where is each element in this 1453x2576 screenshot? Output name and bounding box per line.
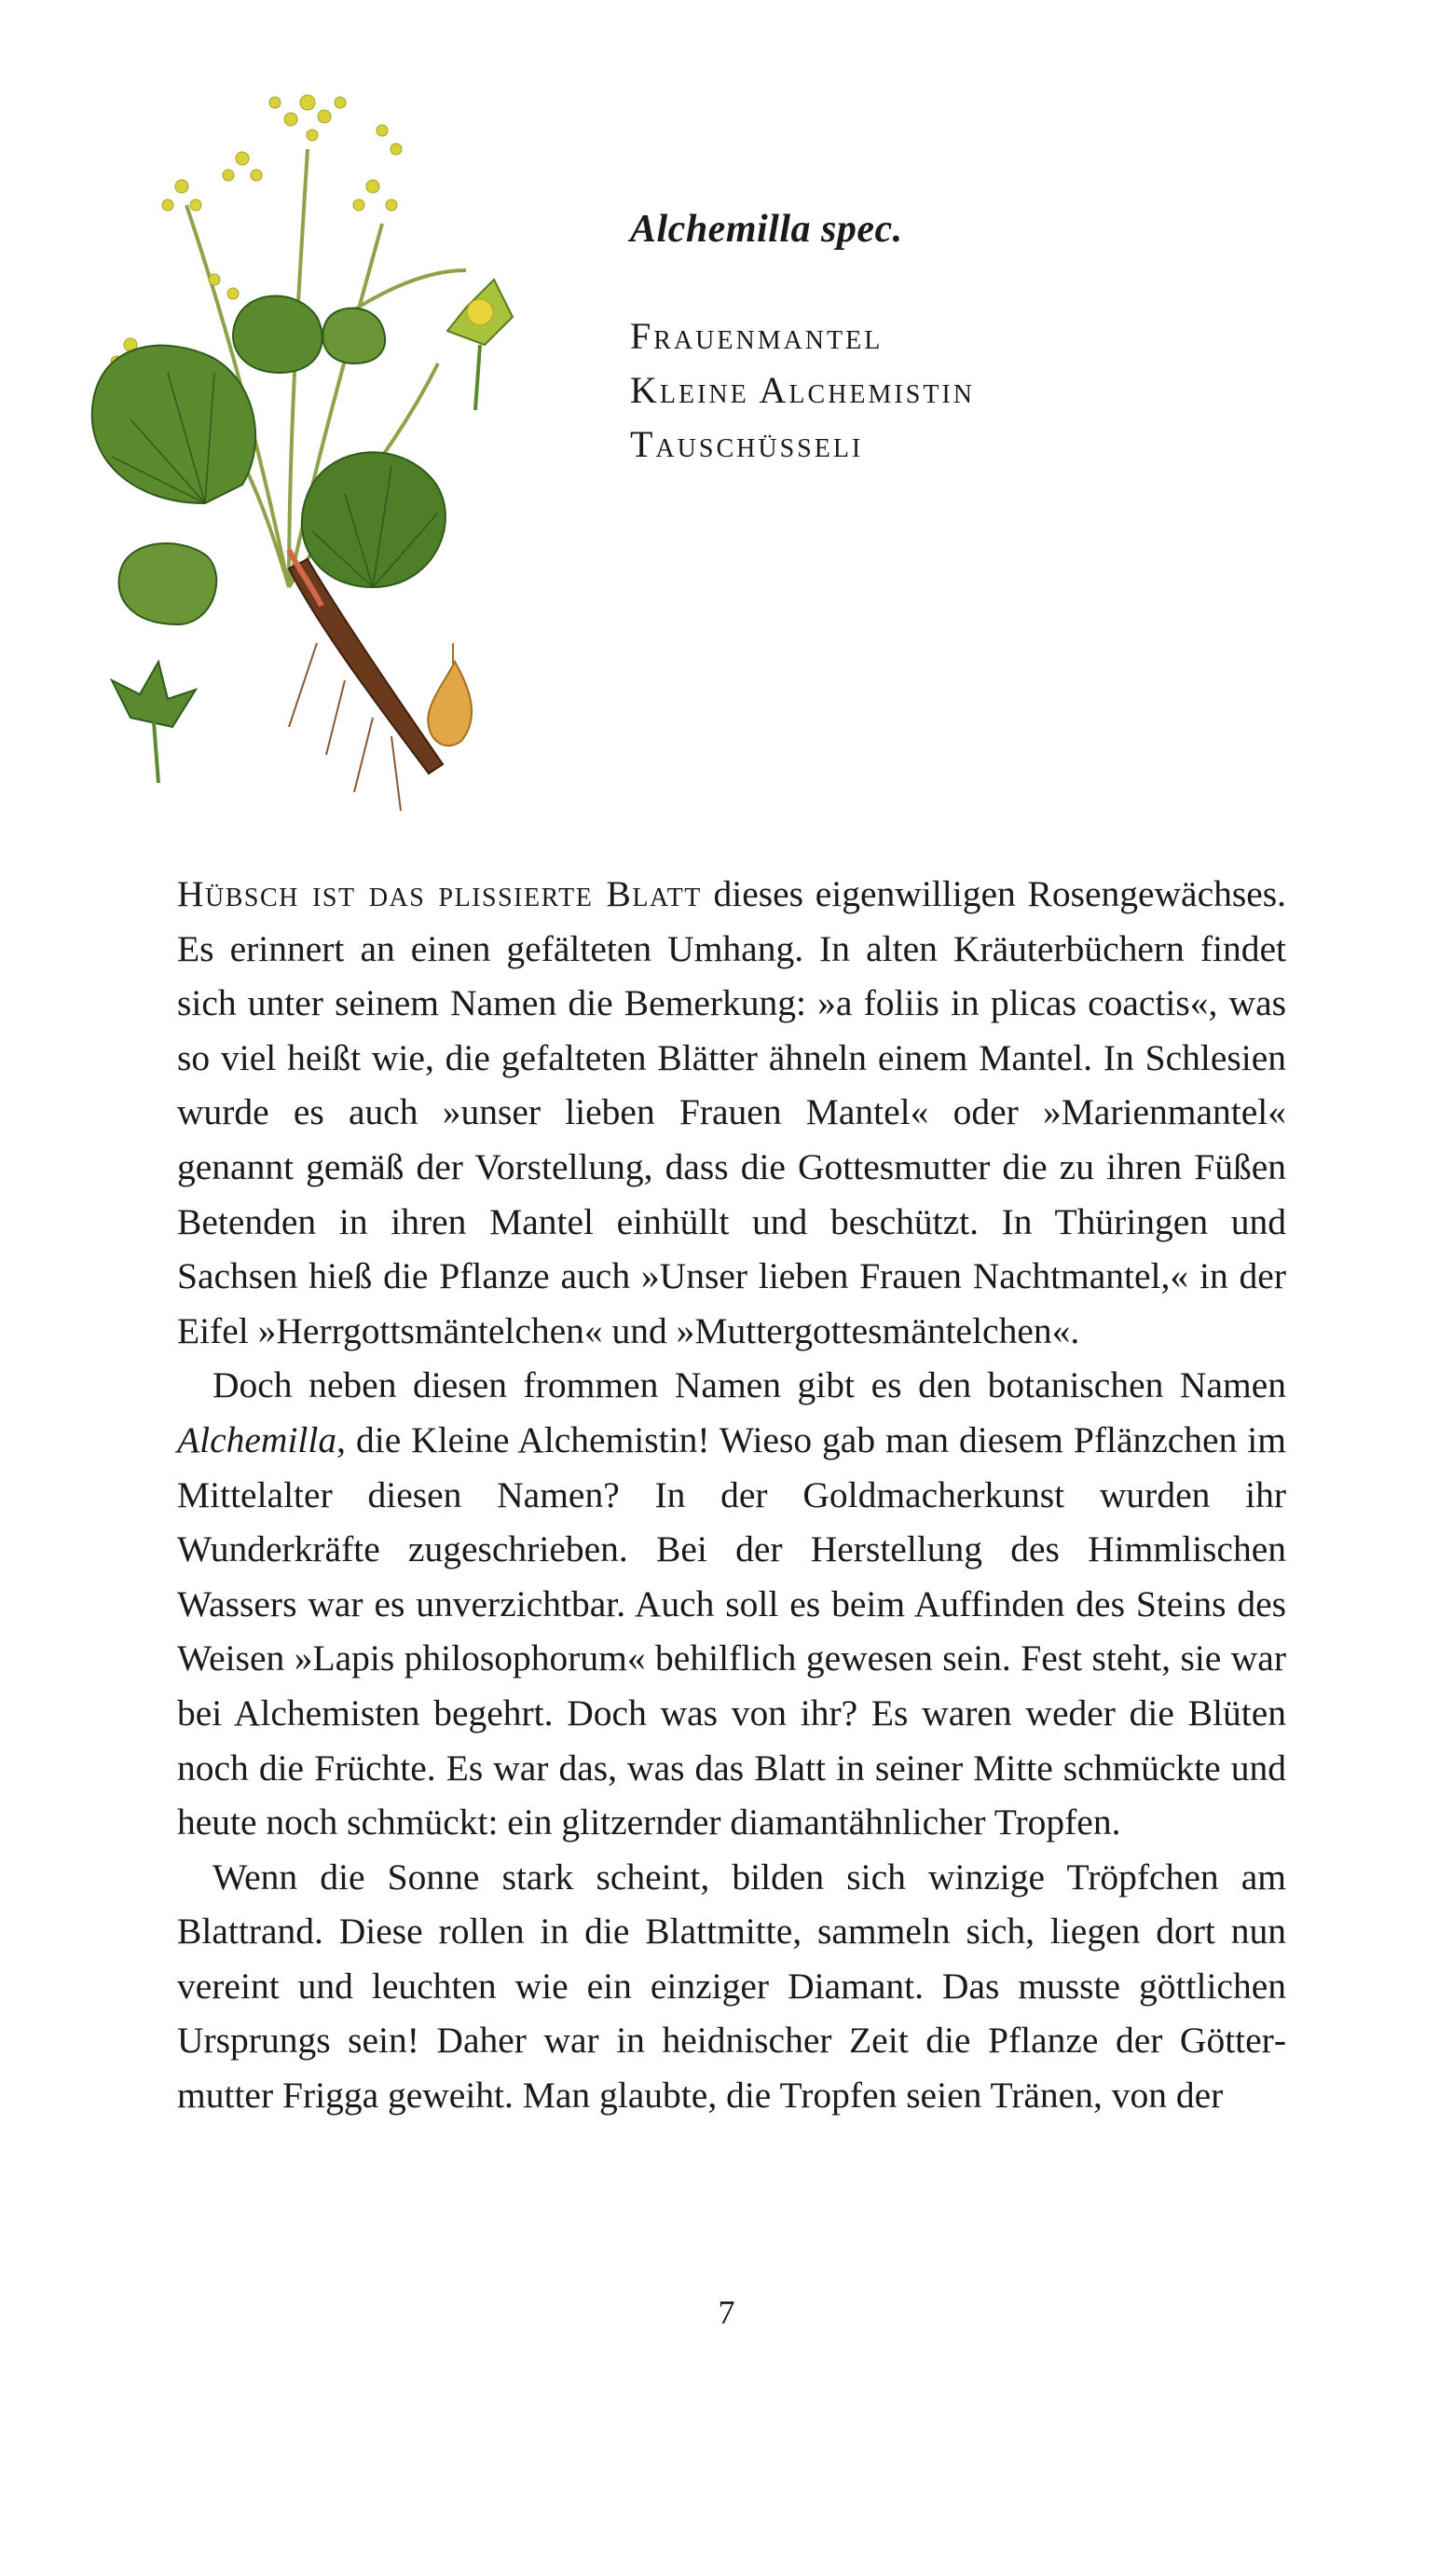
latin-name: Alchemilla spec. xyxy=(630,208,903,251)
seedling-detail xyxy=(112,662,196,783)
paragraph-3: Wenn die Sonne stark scheint, bilden sich winzige Tröpfchen am Blattrand. Diese rollen in die Blattmitte, sammeln sich, liegen dort nun vereint und leuchten wie ein einziger Diamant. Das musste göttlichen Ursprungs sein! Daher war in heidnischer Zeit die Pflanze der Göttermutter Frigga geweiht. Man glaubte, die Tropfen seien Tränen, von der xyxy=(177,1856,1286,2117)
leaves xyxy=(92,296,445,625)
paragraph-text: Doch neben diesen frommen Namen gibt es den botanischen Namen xyxy=(212,1364,1286,1406)
paragraph-text: dieses eigenwilligen Rosengewächses. Es erinnert an einen gefälteten Umhang. In alten Kräuterbüchern findet sich unter seinem Namen die Bemerkung: »a foliis in plicas coactis«, was so viel heißt wie, die gefalteten Blätter ähneln einem Mantel. In Schlesien wurde es auch »unser lieben Frauen Mantel« oder »Marienmantel« genannt gemäß der Vorstellung, dass die Gottesmutter die zu ihren Füßen Betenden in ihren Mantel einhüllt und beschützt. In Thüringen und Sachsen hieß die Pflanze auch »Unser lieben Frauen Nachtmantel,« in der Eifel »Herrgottsmäntelchen« und »Muttergottesmäntelchen«. xyxy=(177,873,1286,1351)
species-heading xyxy=(630,207,975,472)
root xyxy=(289,550,443,811)
common-name: Tauschüsseli xyxy=(630,423,864,465)
page-number: 7 xyxy=(718,2294,735,2331)
common-name: Frauenmantel xyxy=(630,315,884,357)
italic-term: Alchemilla xyxy=(177,1418,337,1460)
body-text xyxy=(177,867,1286,2123)
small-caps-lead: Hübsch ist das plissierte Blatt xyxy=(177,873,702,914)
paragraph-1 xyxy=(177,867,1286,1358)
paragraph-2 xyxy=(177,1358,1286,1849)
common-name: Kleine Alchemistin xyxy=(630,369,975,411)
flower-detail xyxy=(447,280,513,410)
alchemilla-illustration xyxy=(75,65,522,829)
common-names-list xyxy=(630,309,975,472)
paragraph-text: , die Kleine Alchemistin! Wieso gab man diesem Pflänzchen im Mittelalter diesen Namen? In der Goldmacherkunst wurden ihr Wunderkräfte zugeschrieben. Bei der Herstellung des Himmlischen Wassers war es unverzichtbar. Auch soll es beim Auffinden des Steins des Weisen »Lapis philosophorum« behilflich gewesen sein. Fest steht, sie war bei Alchemisten begehrt. Doch was von ihr? Es waren weder die Blüten noch die Früchte. Es war das, was das Blatt in seiner Mitte schmückte und heute noch schmückt: ein glitzernder diamantähnlicher Tropfen. xyxy=(177,1418,1286,1843)
droplet-detail xyxy=(428,643,472,746)
